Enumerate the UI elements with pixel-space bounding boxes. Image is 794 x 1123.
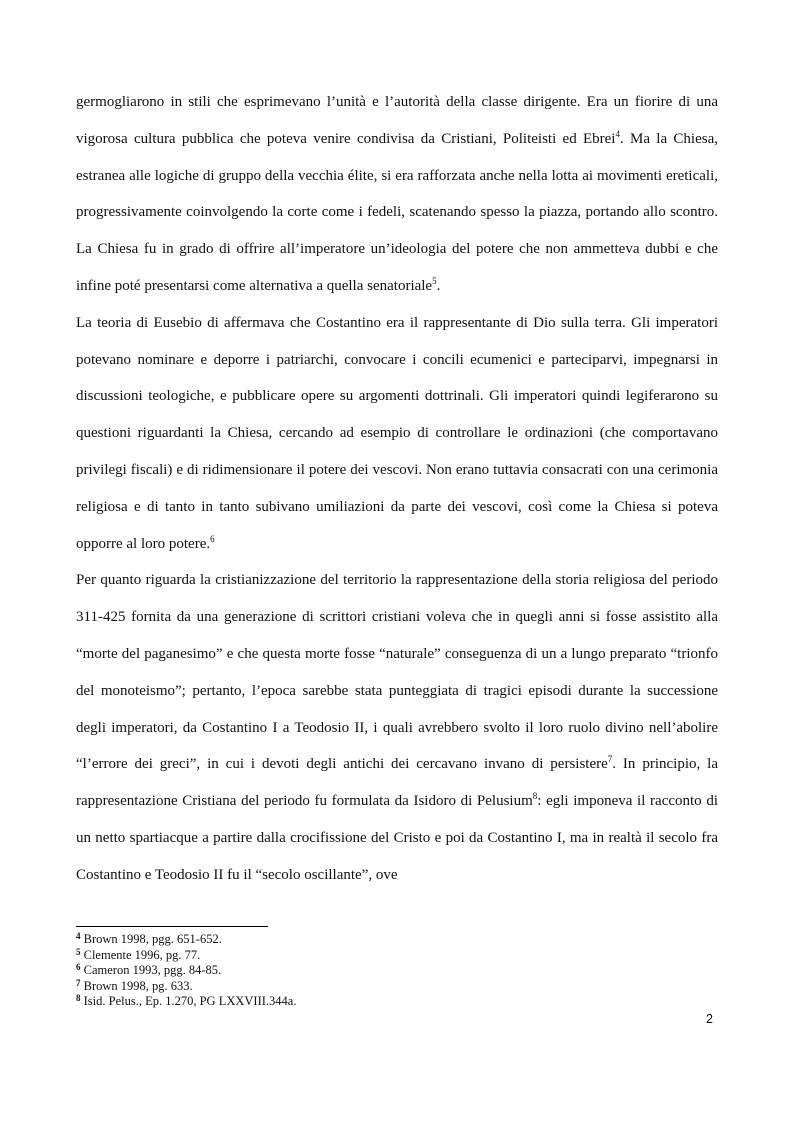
footnote-number: 8 <box>76 993 81 1003</box>
footnote-number: 5 <box>76 946 81 957</box>
footnote-reference: 7 <box>607 754 613 765</box>
footnotes <box>76 932 718 1010</box>
paragraph-2 <box>76 305 718 563</box>
footnote-text: Brown 1998, pg. 633. <box>83 978 193 993</box>
footnote-reference: 6 <box>210 533 215 544</box>
footnote-number: 4 <box>76 931 81 941</box>
footnote-number: 6 <box>76 962 81 972</box>
page-body <box>76 84 718 894</box>
footnote-reference: 5 <box>432 275 437 286</box>
paragraph-text: . Ma la Chiesa, estranea alle logiche di gruppo della vecchia élite, si era rafforzata anche nella lotta ai movimenti ereticali, progressivamente coinvolgendo la corte come i fedeli, scatenando spesso la piazza, portando allo scontro. La Chiesa fu in grado di offrire all’imperatore un’ideologia del potere che non ammetteva dubbi e che infine poté presentarsi come alternativa a quella senatoriale <box>76 130 718 294</box>
footnote-number: 7 <box>76 977 81 988</box>
footnote <box>76 948 718 964</box>
footnote <box>76 994 718 1010</box>
paragraph-text: . In principio, la rappresentazione Cristiana del periodo fu formulata da Isidoro di Pelusium <box>76 756 718 810</box>
footnote-text: Isid. Pelus., Ep. 1.270, PG LXXVIII.344a. <box>83 994 297 1008</box>
paragraph-text: germogliarono in stili che esprimevano l’unità e l’autorità della classe dirigente. Era un fiorire di una vigorosa cultura pubblica che poteva venire condivisa da Cristiani, Politeisti ed Ebrei <box>76 94 718 147</box>
paragraph-text: . <box>436 277 441 294</box>
page-number: 2 <box>706 1012 713 1026</box>
paragraph-1 <box>76 84 718 305</box>
footnote-reference: 8 <box>532 791 538 802</box>
footnote <box>76 932 718 948</box>
footnote-separator <box>76 926 268 927</box>
footnote <box>76 963 718 979</box>
paragraph-text: La teoria di Eusebio di affermava che Costantino era il rappresentante di Dio sulla terra. Gli imperatori potevano nominare e deporre i patriarchi, convocare i concili ecumenici e parteciparvi, impegnarsi in discussioni teologiche, e pubblicare opere su argomenti dottrinali. Gli imperatori quindi legiferarono su questioni riguardanti la Chiesa, cercando ad esempio di controllare le ordinazioni (che comportavano privilegi fiscali) e di ridimensionare il potere dei vescovi. Non erano tuttavia consacrati con una cerimonia religiosa e di tanto in tanto subivano umiliazioni da parte dei vescovi, così come la Chiesa si poteva opporre al loro potere. <box>76 314 718 552</box>
footnote-text: Brown 1998, pgg. 651-652. <box>83 932 222 946</box>
footnote-text: Clemente 1996, pg. 77. <box>83 947 201 962</box>
footnote-text: Cameron 1993, pgg. 84-85. <box>83 963 222 977</box>
paragraph-text: Per quanto riguarda la cristianizzazione del territorio la rappresentazione della storia religiosa del periodo 311-425 fornita da una generazione di scrittori cristiani voleva che in quegli anni si fosse assistito alla “morte del paganesimo” e che questa morte fosse “naturale” conseguenza di un a lungo preparato “trionfo del monoteismo”; pertanto, l’epoca sarebbe stata punteggiata di tragici episodi durante la successione degli imperatori, da Costantino I a Teodosio II, i quali avrebbero svolto il loro ruolo divino nell’abolire “l’errore dei greci”, in cui i devoti degli antichi dei cercavano invano di persistere <box>76 572 718 773</box>
footnote-reference: 4 <box>615 128 620 139</box>
paragraph-3 <box>76 562 718 893</box>
footnote <box>76 979 718 995</box>
paragraph-text: : egli imponeva il racconto di un netto spartiacque a partire dalla crocifissione del Cristo e poi da Costantino I, ma in realtà il secolo fra Costantino e Teodosio II fu il “secolo oscillante”, ove <box>76 793 719 883</box>
